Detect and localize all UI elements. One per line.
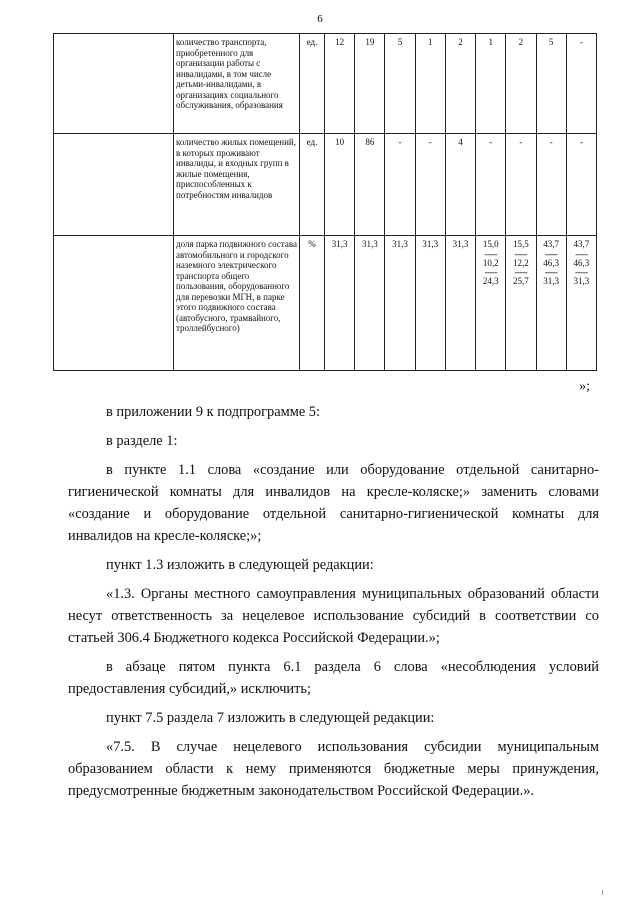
stacked-value: 43,7: [573, 239, 590, 249]
table-row: [54, 34, 597, 134]
value-cell: 5: [536, 34, 566, 134]
indicators-table: [53, 33, 597, 371]
closing-quote-mark: »;: [579, 379, 590, 394]
value-cell: 31,3: [445, 236, 475, 371]
value-cell: 31,3: [415, 236, 445, 371]
stacked-value: 31,3: [543, 276, 560, 286]
stacked-value: 15,5: [513, 239, 529, 249]
amendment-text: [68, 401, 599, 809]
value-cell: 86: [355, 134, 385, 236]
page-number: 6: [317, 13, 323, 25]
table-row: [54, 236, 597, 371]
value-cell: 4: [445, 134, 475, 236]
paragraph: в приложении 9 к подпрограмме 5:: [106, 404, 321, 420]
value-cell: 2: [506, 34, 536, 134]
paragraph: «1.3. Органы местного самоуправления муниципальных образований области несут ответственность за нецелевое использование субсидий в соответствии со статьей 306.4 Бюджетного кодекса Российской Федерации.»;: [68, 586, 599, 646]
row-description: доля парка подвижного состава автомобильного и городского наземного электрического транспорта общего пользования, оборудованного для перевозки МГН, в парке этого подвижного состава (автобусного, трамвайного, троллейбусного): [174, 236, 300, 371]
table-cell-left: [54, 34, 174, 134]
stacked-value: 46,3: [543, 257, 560, 268]
value-cell: -: [536, 134, 566, 236]
value-cell-stacked: [536, 236, 566, 371]
table-row: [54, 134, 597, 236]
value-cell-stacked: [476, 236, 506, 371]
separator-dashes: -----: [544, 268, 558, 276]
stacked-value: 25,7: [513, 276, 529, 286]
separator-dashes: -----: [514, 268, 528, 276]
stacked-value: 10,2: [482, 257, 499, 268]
separator-dashes: -----: [484, 249, 497, 258]
value-cell: 31,3: [385, 236, 415, 371]
paragraph: в разделе 1:: [106, 433, 178, 449]
separator-dashes: -----: [514, 249, 528, 258]
value-cell: -: [415, 134, 445, 236]
value-cell: 1: [476, 34, 506, 134]
value-cell-stacked: [566, 236, 596, 371]
value-cell: 12: [325, 34, 355, 134]
separator-dashes: -----: [544, 249, 558, 258]
scan-mark: [602, 890, 603, 895]
stacked-value: 31,3: [573, 276, 590, 286]
paragraph: в абзаце пятом пункта 6.1 раздела 6 слова «несоблюдения условий предоставления субсидий,» исключить;: [68, 659, 599, 697]
row-unit: ед.: [300, 134, 325, 236]
table-cell-left: [54, 236, 174, 371]
paragraph: «7.5. В случае нецелевого использования субсидии муниципальным образованием области к нему применяются бюджетные меры принуждения, предусмотренные бюджетным законодательством Российской Федерации.».: [68, 739, 599, 799]
paragraph: в пункте 1.1 слова «создание или оборудование отдельной санитарно-гигиенической комнаты для инвалидов на кресле-коляске;» заменить словами «создание и оборудование отдельной санитарно-гигиенической комнаты для инвалидов на кресле-коляске;»;: [68, 462, 599, 544]
row-unit: %: [300, 236, 325, 371]
value-cell: 1: [415, 34, 445, 134]
value-cell-stacked: [506, 236, 536, 371]
value-cell: 31,3: [325, 236, 355, 371]
value-cell: 19: [355, 34, 385, 134]
value-cell: 31,3: [355, 236, 385, 371]
value-cell: -: [385, 134, 415, 236]
stacked-value: 12,2: [513, 257, 529, 268]
row-unit: ед.: [300, 34, 325, 134]
separator-dashes: -----: [484, 268, 497, 276]
stacked-value: 15,0: [482, 239, 499, 249]
row-description: количество транспорта, приобретенного для организации работы с инвалидами, в том числе детьми-инвалидами, в организациях социального обслуживания, образования: [174, 34, 300, 134]
value-cell: -: [506, 134, 536, 236]
value-cell: -: [476, 134, 506, 236]
stacked-value: 24,3: [482, 276, 499, 286]
paragraph: пункт 1.3 изложить в следующей редакции:: [106, 557, 374, 573]
separator-dashes: -----: [575, 249, 588, 258]
stacked-value: 46,3: [573, 257, 590, 268]
stacked-value: 43,7: [543, 239, 560, 249]
paragraph: пункт 7.5 раздела 7 изложить в следующей редакции:: [106, 710, 435, 726]
table-cell-left: [54, 134, 174, 236]
value-cell: -: [566, 34, 596, 134]
value-cell: 10: [325, 134, 355, 236]
value-cell: 5: [385, 34, 415, 134]
value-cell: -: [566, 134, 596, 236]
row-description: количество жилых помещений, в которых проживают инвалиды, и входных групп в жилые помещения, приспособленных к потребностям инвалидов: [174, 134, 300, 236]
value-cell: 2: [445, 34, 475, 134]
separator-dashes: -----: [575, 268, 588, 276]
